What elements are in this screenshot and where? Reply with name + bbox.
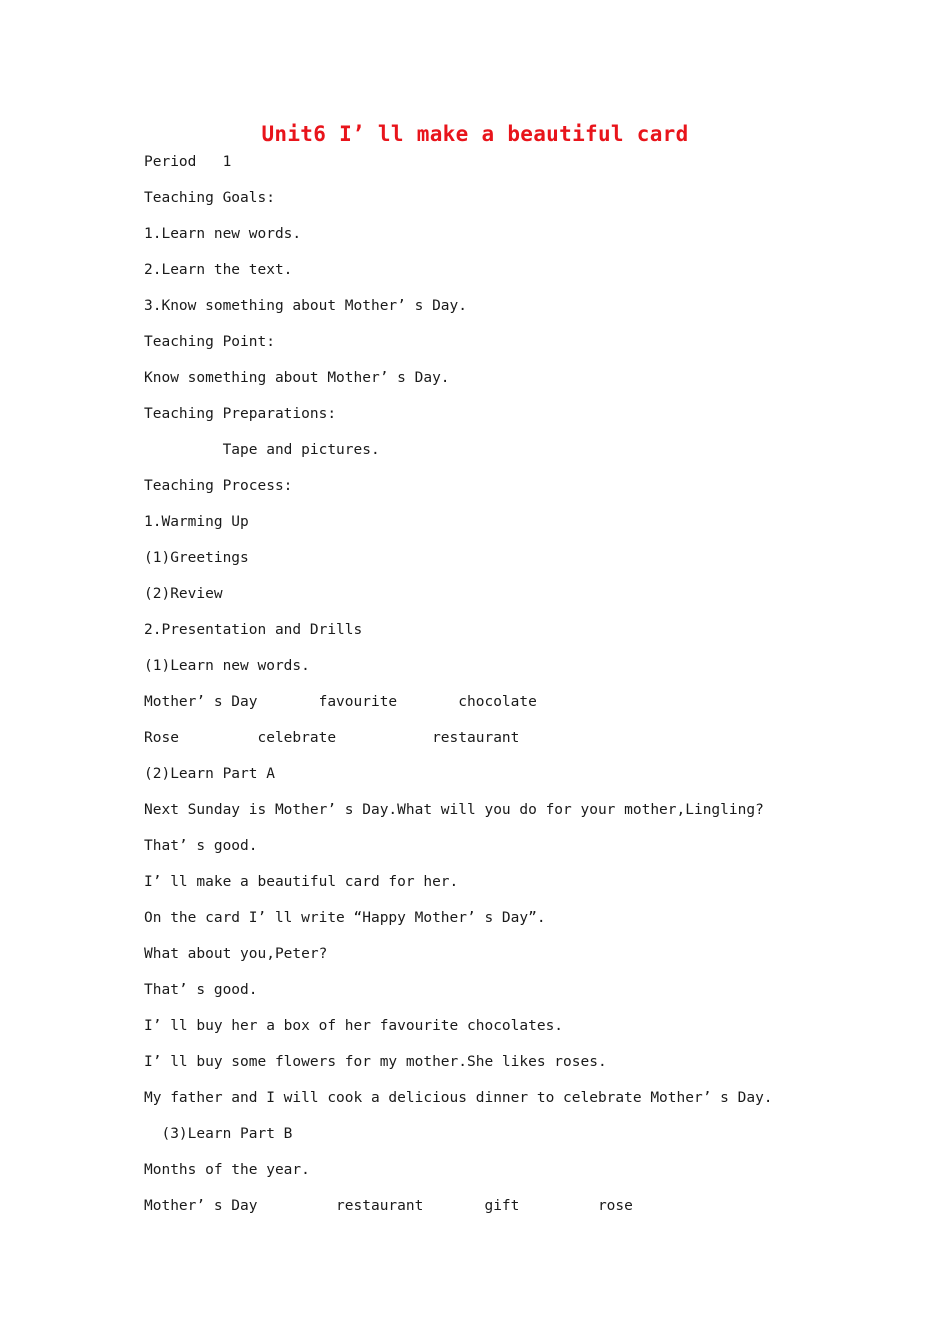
text-line: On the card I’ ll write “Happy Mother’ s Day”. [144,910,546,926]
text-line: Tape and pictures. [144,442,380,458]
text-line: (1)Greetings [144,550,249,566]
text-line: I’ ll make a beautiful card for her. [144,874,459,890]
text-line: 1.Warming Up [144,514,249,530]
text-line: Teaching Process: [144,478,293,494]
text-line: Teaching Goals: [144,190,275,206]
text-line: (3)Learn Part B [144,1126,293,1142]
text-line: Mother’ s Day restaurant gift rose [144,1198,633,1214]
text-line: (2)Learn Part A [144,766,275,782]
text-line: My father and I will cook a delicious dinner to celebrate Mother’ s Day. [144,1090,773,1106]
document-title: Unit6 I’ ll make a beautiful card [261,122,689,146]
text-line: 3.Know something about Mother’ s Day. [144,298,468,314]
text-line: Period 1 [144,154,232,170]
text-line: 2.Presentation and Drills [144,622,363,638]
text-line: Next Sunday is Mother’ s Day.What will you do for your mother,Lingling? [144,802,764,818]
text-line: Months of the year. [144,1162,310,1178]
text-line: What about you,Peter? [144,946,328,962]
text-line: I’ ll buy some flowers for my mother.She likes roses. [144,1054,607,1070]
text-line: I’ ll buy her a box of her favourite chocolates. [144,1018,564,1034]
text-line: 1.Learn new words. [144,226,302,242]
text-line: Know something about Mother’ s Day. [144,370,450,386]
text-line: Teaching Point: [144,334,275,350]
text-line: Teaching Preparations: [144,406,337,422]
text-line: (1)Learn new words. [144,658,310,674]
text-line: Rose celebrate restaurant [144,730,520,746]
text-line: (2)Review [144,586,223,602]
text-line: 2.Learn the text. [144,262,293,278]
text-line: That’ s good. [144,838,258,854]
text-line: That’ s good. [144,982,258,998]
text-line: Mother’ s Day favourite chocolate [144,694,537,710]
